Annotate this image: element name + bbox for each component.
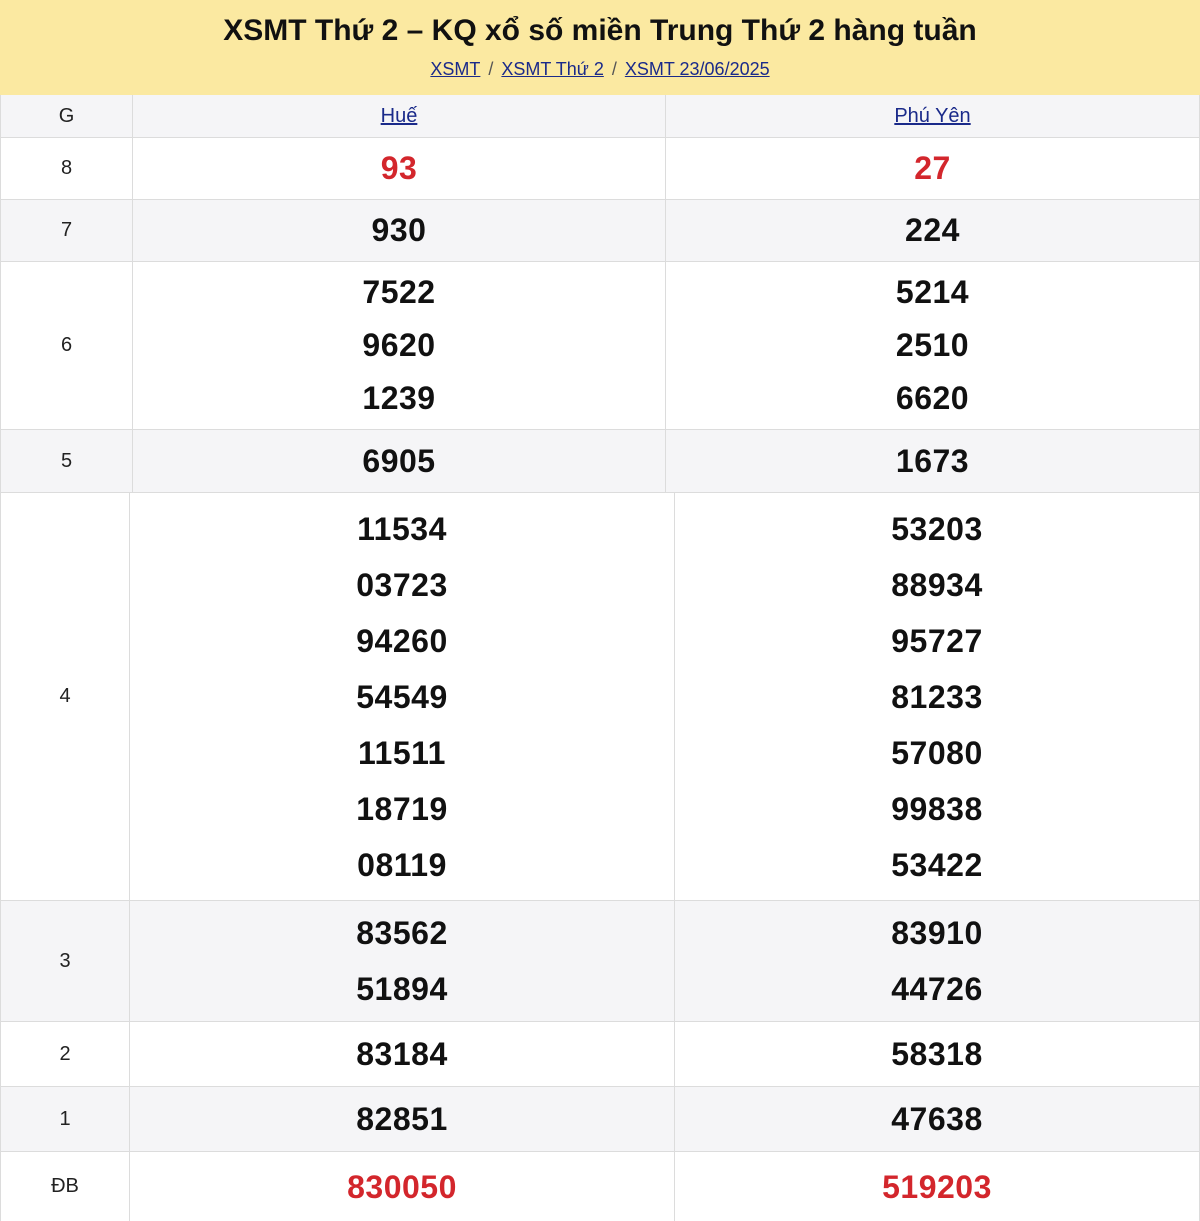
- result-number: 99838: [891, 790, 983, 827]
- result-number: 88934: [891, 566, 983, 603]
- prize-label: 5: [0, 430, 133, 492]
- page-title: XSMT Thứ 2 – KQ xổ số miền Trung Thứ 2 hàng tuần: [223, 14, 977, 47]
- result-number: 82851: [356, 1101, 448, 1137]
- breadcrumb-xsmt-thu2-link[interactable]: XSMT Thứ 2: [501, 59, 604, 79]
- special-result-number: 519203: [882, 1168, 992, 1205]
- result-number: 51894: [356, 971, 448, 1007]
- province-link-phu-yen[interactable]: Phú Yên: [894, 104, 971, 127]
- prize-row-5: [0, 430, 1200, 493]
- result-number: 1673: [895, 442, 970, 479]
- prize-label: 1: [0, 1087, 130, 1151]
- province-link-hue[interactable]: Huế: [380, 104, 418, 127]
- prize-label: 8: [0, 138, 133, 199]
- prize-label: 4: [0, 493, 130, 900]
- prize-row-special: [0, 1152, 1200, 1221]
- result-number: 5214: [895, 274, 970, 310]
- result-number: 930: [371, 212, 427, 248]
- result-number: 81233: [891, 678, 983, 715]
- prize-label: 7: [0, 200, 133, 261]
- result-number: 6905: [362, 442, 436, 479]
- result-number: 83910: [891, 915, 983, 951]
- prize-label: 6: [0, 262, 133, 429]
- result-number: 58318: [891, 1036, 983, 1072]
- result-number: 95727: [891, 622, 983, 659]
- result-number: 03723: [356, 566, 448, 603]
- breadcrumb-xsmt-link[interactable]: XSMT: [430, 59, 481, 79]
- breadcrumb-separator: /: [488, 59, 494, 79]
- result-number: 6620: [895, 380, 970, 416]
- result-number: 18719: [356, 790, 448, 827]
- prize-row-7: [0, 200, 1200, 262]
- result-number: 2510: [895, 327, 970, 363]
- prize-row-1: [0, 1087, 1200, 1152]
- breadcrumb: [0, 58, 1200, 80]
- prize-label: ĐB: [0, 1152, 130, 1221]
- special-result-number: 830050: [347, 1168, 457, 1205]
- result-number: 53422: [891, 846, 983, 883]
- table-header-row: [0, 95, 1200, 138]
- prize-row-8: [0, 138, 1200, 200]
- result-number: 57080: [891, 734, 983, 771]
- result-number: 83184: [356, 1036, 448, 1072]
- result-number: 11534: [357, 510, 447, 547]
- result-number: 47638: [891, 1101, 983, 1137]
- result-number: 7522: [362, 274, 436, 310]
- prize-row-6: [0, 262, 1200, 430]
- page-header: [0, 0, 1200, 95]
- prize-row-3: [0, 901, 1200, 1022]
- prize-row-2: [0, 1022, 1200, 1087]
- result-number: 93: [380, 150, 418, 186]
- prize-label: 3: [0, 901, 130, 1021]
- result-number: 1239: [362, 380, 436, 416]
- result-number: 224: [905, 212, 960, 248]
- result-number: 53203: [891, 510, 983, 547]
- result-number: 27: [914, 150, 951, 186]
- prize-label: 2: [0, 1022, 130, 1086]
- result-number: 54549: [356, 678, 448, 715]
- prize-row-4: [0, 493, 1200, 901]
- col-header-g: G: [0, 95, 133, 137]
- result-number: 9620: [362, 327, 436, 363]
- result-number: 44726: [891, 971, 983, 1007]
- breadcrumb-date-link[interactable]: XSMT 23/06/2025: [624, 59, 770, 79]
- result-number: 83562: [356, 915, 448, 951]
- result-number: 08119: [357, 846, 447, 883]
- breadcrumb-separator: /: [611, 59, 617, 79]
- result-number: 94260: [356, 622, 448, 659]
- result-number: 11511: [358, 734, 446, 771]
